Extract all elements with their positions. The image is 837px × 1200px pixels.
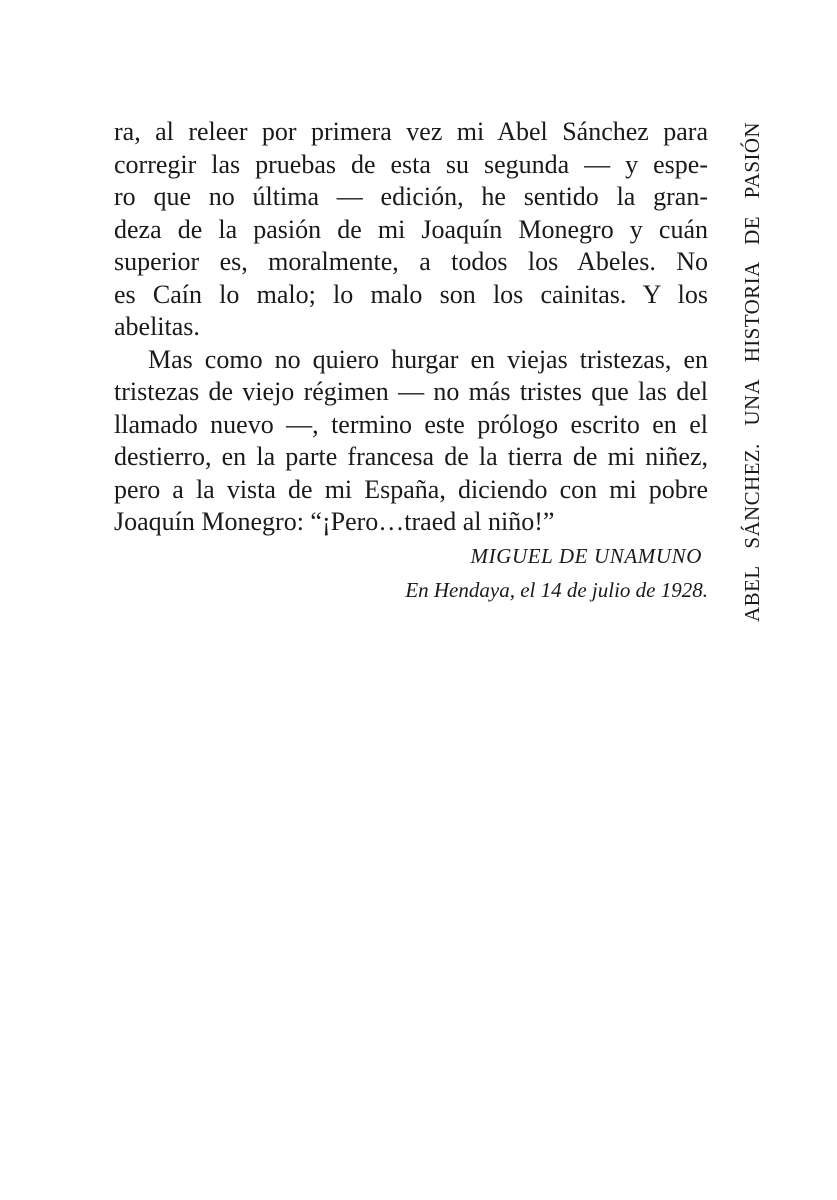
- text-line: destierro, en la parte francesa de la tierra de mi niñez,: [114, 442, 708, 471]
- running-head: ABEL SÁNCHEZ. UNA HISTORIA DE PASIÓN: [740, 122, 764, 622]
- text-line: pero a la vista de mi España, diciendo con mi pobre: [114, 474, 708, 504]
- body-text: [114, 116, 708, 607]
- text-line: abelitas.: [114, 312, 200, 341]
- text-line: Mas como no quiero hurgar en viejas tristezas, en: [148, 344, 708, 374]
- text-line: es Caín lo malo; lo malo son los cainitas. Y los: [114, 279, 708, 309]
- text-line: corregir las pruebas de esta su segunda — y espe-: [114, 149, 708, 179]
- text-line: ro que no última — edición, he sentido la gran-: [114, 182, 708, 211]
- signature-author: MIGUEL DE UNAMUNO: [470, 543, 702, 568]
- text-line: tristezas de viejo régimen — no más tristes que las del: [114, 377, 708, 406]
- text-line: ra, al releer por primera vez mi Abel Sánchez para: [114, 117, 708, 146]
- signature-place-date: En Hendaya, el 14 de julio de 1928.: [405, 577, 708, 602]
- text-line: deza de la pasión de mi Joaquín Monegro y cuán: [114, 214, 708, 244]
- text-line: Joaquín Monegro: “¡Pero…traed al niño!”: [114, 507, 555, 536]
- text-line: superior es, moralmente, a todos los Abeles. No: [114, 247, 708, 276]
- text-line: llamado nuevo —, termino este prólogo escrito en el: [114, 409, 708, 439]
- paragraph-1: [114, 116, 708, 344]
- paragraph-2: [114, 344, 708, 539]
